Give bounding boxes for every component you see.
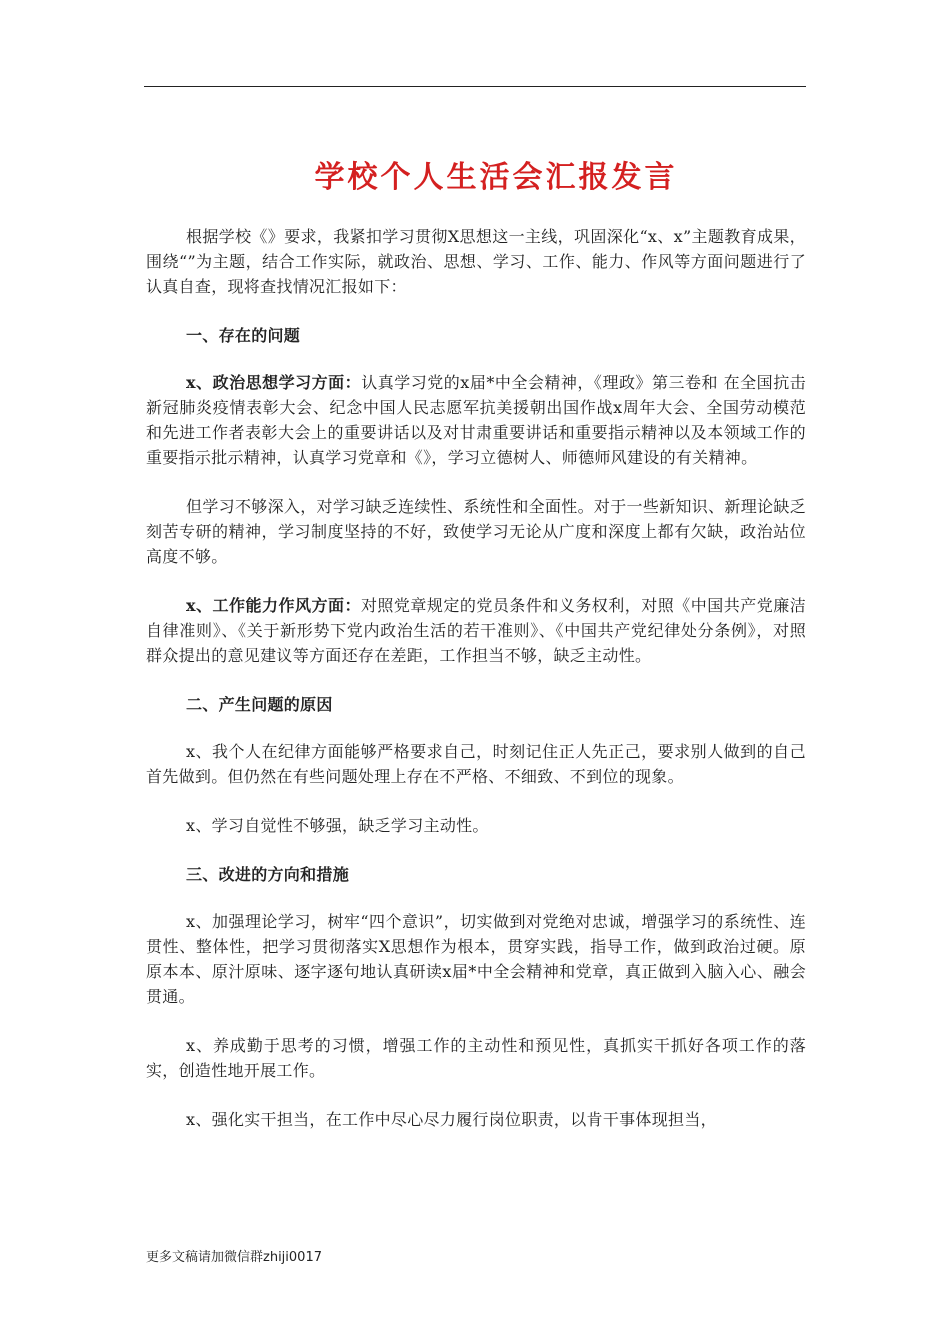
paragraph-text: 认真学习党的x届*中全会精神，《理政》第三卷和 在全国抗击新冠肺炎疫情表彰大会、纪念中国人民志愿军抗美援朝出国作战x周年大会、全国劳动模范和先进工作者表彰大会上的重要讲话以及对甘肃重要讲话和重要指示精神以及本领域工作的重要指示批示精神，认真学习党章和《》，学习立德树人、师德师风建设的有关精神。 (146, 373, 807, 467)
document-title: 学校个人生活会汇报发言 (314, 160, 678, 195)
section-heading-problems: 一、存在的问题 (186, 326, 301, 345)
paragraph-lead: x、政治思想学习方面： (186, 373, 362, 392)
header-rule (144, 86, 806, 87)
paragraph-political-study (146, 370, 806, 470)
footer-note: 更多文稿请加微信群zhiji0017 (146, 1250, 322, 1265)
paragraph-work-style (146, 593, 806, 668)
paragraph-lead: x、工作能力作风方面： (186, 596, 361, 615)
paragraph-measure-1: x、加强理论学习，树牢“四个意识”，切实做到对党绝对忠诚，增强学习的系统性、连贯性、整体性，把学习贯彻落实X思想作为根本，贯穿实践，指导工作，做到政治过硬。原原本本、原汁原味、逐字逐句地认真研读x届*中全会精神和党章，真正做到入脑入心、融会贯通。 (146, 912, 806, 1006)
paragraph-cause-1: x、我个人在纪律方面能够严格要求自己，时刻记住正人先正己，要求别人做到的自己首先做到。但仍然在有些问题处理上存在不严格、不细致、不到位的现象。 (146, 742, 806, 786)
section-heading-causes: 二、产生问题的原因 (186, 695, 333, 714)
document-body (146, 152, 806, 1156)
paragraph-measure-2: x、养成勤于思考的习惯，增强工作的主动性和预见性，真抓实干抓好各项工作的落实，创造性地开展工作。 (146, 1036, 806, 1080)
section-heading-measures: 三、改进的方向和措施 (186, 865, 350, 884)
paragraph-cause-2: x、学习自觉性不够强，缺乏学习主动性。 (186, 816, 489, 835)
paragraph-study-shortcoming: 但学习不够深入，对学习缺乏连续性、系统性和全面性。对于一些新知识、新理论缺乏刻苦专研的精神，学习制度坚持的不好，致使学习无论从广度和深度上都有欠缺，政治站位高度不够。 (146, 497, 806, 566)
paragraph-measure-3: x、强化实干担当，在工作中尽心尽力履行岗位职责，以肯干事体现担当， (186, 1110, 717, 1129)
intro-paragraph: 根据学校《》要求，我紧扣学习贯彻X思想这一主线，巩固深化“x、x”主题教育成果，围绕“”为主题，结合工作实际，就政治、思想、学习、工作、能力、作风等方面问题进行了认真自查，现将查找情况汇报如下： (146, 227, 806, 296)
paragraph-text: 对照党章规定的党员条件和义务权利，对照《中国共产党廉洁自律准则》、《关于新形势下党内政治生活的若干准则》、《中国共产党纪律处分条例》，对照群众提出的意见建议等方面还存在差距，工作担当不够，缺乏主动性。 (146, 596, 806, 665)
